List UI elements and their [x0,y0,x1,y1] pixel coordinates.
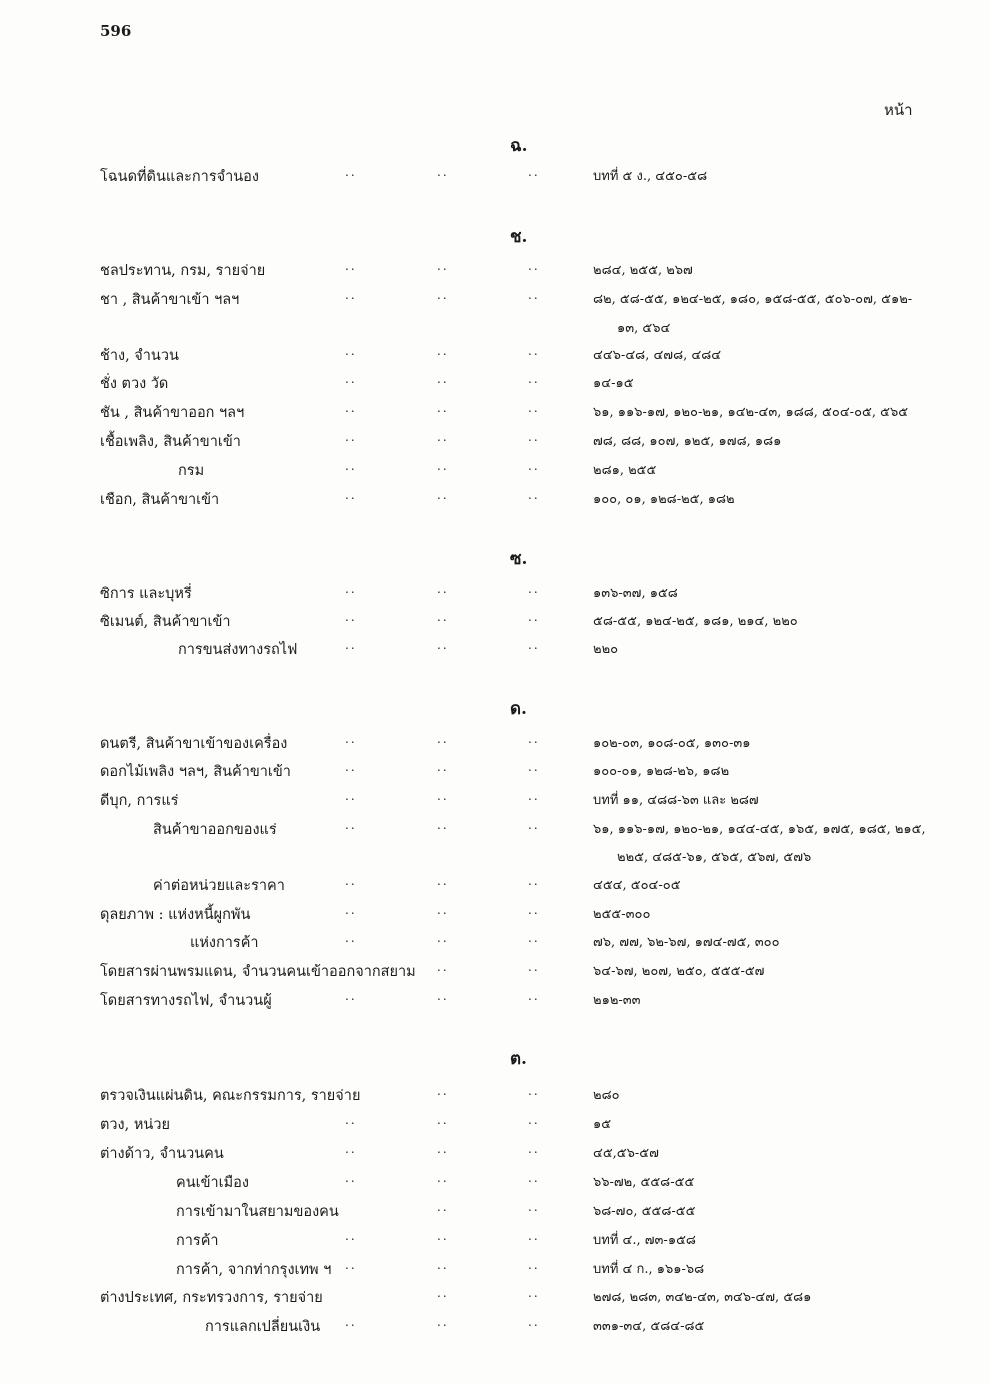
entry-pages: ๑๐๒-๐๓, ๑๐๘-๐๕, ๑๓๐-๓๑ [593,736,751,751]
index-entry [0,259,990,287]
index-entry [0,344,990,372]
entry-term: การเข้ามาในสยามของคน [176,1204,339,1220]
dot-leader: .. [437,401,449,415]
entry-term: ตวง, หน่วย [100,1117,170,1133]
index-entry [0,989,990,1017]
dot-leader: .. [528,459,540,473]
entry-pages: ๗๘, ๘๘, ๑๐๗, ๑๒๕, ๑๗๘, ๑๘๑ [593,434,782,449]
entry-pages: ๑๐๐-๐๑, ๑๒๘-๒๖, ๑๘๒ [593,764,730,779]
index-entry [0,789,990,817]
dot-leader: .. [437,1113,449,1127]
entry-term: ช้าง, จำนวน [100,348,179,364]
dot-leader: .. [437,1286,449,1300]
entry-pages: ๗๖, ๗๗, ๖๒-๖๗, ๑๗๔-๗๕, ๓๐๐ [593,935,780,950]
entry-term: ค่าต่อหน่วยและราคา [153,878,285,894]
index-entry [0,610,990,638]
dot-leader: .. [345,165,357,179]
entry-term: ซิเมนต์, สินค้าขาเข้า [100,614,231,630]
dot-leader: .. [437,1084,449,1098]
entry-pages: ๒๗๘, ๒๘๓, ๓๔๒-๔๓, ๓๔๖-๔๗, ๕๘๑ [593,1290,812,1305]
dot-leader: .. [437,1171,449,1185]
index-entry [0,1229,990,1257]
dot-leader: .. [437,259,449,273]
entry-term: ชลประทาน, กรม, รายจ่าย [100,263,266,279]
dot-leader: .. [345,989,357,1003]
dot-leader: .. [345,732,357,746]
entry-pages: ๖๔-๖๗, ๒๐๗, ๒๕๐, ๕๕๕-๕๗ [593,964,765,979]
entry-term: การค้า, จากท่ากรุงเทพ ฯ [176,1262,332,1278]
dot-leader: .. [345,610,357,624]
dot-leader: .. [437,903,449,917]
dot-leader: .. [345,818,357,832]
entry-term: โดยสารทางรถไฟ, จำนวนผู้ [100,993,272,1009]
index-entry [0,874,990,902]
dot-leader: .. [345,259,357,273]
dot-leader: .. [437,288,449,302]
dot-leader: .. [528,818,540,832]
index-entry [0,1258,990,1286]
dot-leader: .. [437,732,449,746]
dot-leader: .. [528,874,540,888]
dot-leader: .. [528,259,540,273]
entry-pages: ๒๘๐ [593,1088,620,1103]
index-entry-continuation [0,317,990,345]
dot-leader: .. [528,165,540,179]
entry-pages: ๒๘๑, ๒๕๕ [593,463,657,478]
dot-leader: .. [345,874,357,888]
entry-pages: ๒๑๒-๓๓ [593,993,641,1008]
dot-leader: .. [345,903,357,917]
entry-pages: ๒๕๕-๓๐๐ [593,907,651,922]
index-entry [0,1171,990,1199]
dot-leader: .. [345,638,357,652]
index-entry [0,818,990,846]
dot-leader: .. [528,401,540,415]
dot-leader: .. [528,960,540,974]
dot-leader: .. [345,372,357,386]
page-number: 596 [100,22,132,40]
dot-leader: .. [528,1084,540,1098]
entry-term: เชือก, สินค้าขาเข้า [100,492,220,508]
dot-leader: .. [437,874,449,888]
index-entry [0,372,990,400]
index-entry [0,732,990,760]
index-entry [0,1142,990,1170]
entry-pages: ๔๔๖-๔๘, ๔๗๘, ๔๘๔ [593,348,722,363]
dot-leader: .. [345,344,357,358]
section-letter: ต. [510,1049,527,1069]
entry-term: ชัน , สินค้าขาออก ฯลฯ [100,405,245,421]
entry-term: ดอกไม้เพลิง ฯลฯ, สินค้าขาเข้า [100,764,291,780]
dot-leader: .. [437,818,449,832]
entry-pages: ๑๐๐, ๐๑, ๑๒๘-๒๕, ๑๘๒ [593,492,735,507]
dot-leader: .. [437,1142,449,1156]
entry-term: ดนตรี, สินค้าขาเข้าของเครื่อง [100,736,288,752]
entry-pages-continued: ๒๒๕, ๔๘๕-๖๑, ๕๖๕, ๕๖๗, ๕๗๖ [617,850,812,865]
entry-pages: ๑๕ [593,1117,612,1132]
index-entry [0,931,990,959]
dot-leader: .. [437,789,449,803]
dot-leader: .. [528,760,540,774]
index-entry [0,903,990,931]
entry-pages: ๔๕,๕๖-๕๗ [593,1146,659,1161]
dot-leader: .. [345,789,357,803]
dot-leader: .. [437,459,449,473]
entry-term: ชา , สินค้าขาเข้า ฯลฯ [100,292,240,308]
entry-term: ดีบุก, การแร่ [100,793,179,809]
entry-term: เชื้อเพลิง, สินค้าขาเข้า [100,434,241,450]
dot-leader: .. [437,1315,449,1329]
entry-term: กรม [178,463,205,479]
dot-leader: .. [528,288,540,302]
dot-leader: .. [345,582,357,596]
entry-term: ชั่ง ตวง วัด [100,376,169,392]
dot-leader: .. [437,1229,449,1243]
entry-pages: ๔๕๔, ๕๐๔-๐๕ [593,878,681,893]
dot-leader: .. [345,760,357,774]
entry-term: คนเข้าเมือง [176,1175,249,1191]
index-entry [0,459,990,487]
dot-leader: .. [437,931,449,945]
entry-pages: บทที่ ๑๑, ๔๘๘-๖๓ และ ๒๘๗ [593,793,759,808]
dot-leader: .. [345,488,357,502]
index-entry [0,1286,990,1314]
dot-leader: .. [528,372,540,386]
dot-leader: .. [528,488,540,502]
dot-leader: .. [528,1229,540,1243]
index-entry [0,288,990,316]
dot-leader: .. [437,430,449,444]
dot-leader: .. [528,1171,540,1185]
entry-pages: บทที่ ๕ ง., ๔๕๐-๕๘ [593,169,708,184]
dot-leader: .. [528,344,540,358]
entry-pages: ๖๑, ๑๑๖-๑๗, ๑๒๐-๒๑, ๑๔๒-๔๓, ๑๘๘, ๕๐๔-๐๕, ๕๖๕ [593,405,909,420]
entry-pages: บทที่ ๔ ก., ๑๖๑-๖๘ [593,1262,705,1277]
dot-leader: .. [528,931,540,945]
page-column-heading: หน้า [884,101,913,119]
dot-leader: .. [345,430,357,444]
dot-leader: .. [345,1113,357,1127]
dot-leader: .. [437,989,449,1003]
index-entry [0,582,990,610]
entry-term: ต่างด้าว, จำนวนคน [100,1146,224,1162]
dot-leader: .. [528,1113,540,1127]
dot-leader: .. [345,401,357,415]
entry-pages: ๑๔-๑๕ [593,376,634,391]
dot-leader: .. [437,760,449,774]
dot-leader: .. [345,1315,357,1329]
entry-pages: ๓๓๑-๓๔, ๕๘๔-๘๕ [593,1319,705,1334]
dot-leader: .. [345,931,357,945]
section-letter: ฉ. [510,136,528,156]
dot-leader: .. [528,1142,540,1156]
entry-term: ต่างประเทศ, กระทรวงการ, รายจ่าย [100,1290,323,1306]
dot-leader: .. [437,1258,449,1272]
dot-leader: .. [345,1142,357,1156]
entry-term: สินค้าขาออกของแร่ [153,822,277,838]
dot-leader: .. [345,1258,357,1272]
index-entry [0,1200,990,1228]
section-letter: ซ. [510,549,528,569]
dot-leader: .. [437,1200,449,1214]
entry-pages: ๕๘-๕๕, ๑๒๔-๒๕, ๑๘๑, ๒๑๔, ๒๒๐ [593,614,798,629]
dot-leader: .. [528,638,540,652]
entry-pages: ๒๒๐ [593,642,619,657]
entry-pages-continued: ๑๓, ๕๖๔ [617,321,671,336]
dot-leader: .. [437,610,449,624]
entry-term: การค้า [176,1233,219,1249]
dot-leader: .. [528,989,540,1003]
entry-pages: ๘๒, ๕๘-๕๕, ๑๒๔-๒๕, ๑๘๐, ๑๕๘-๕๕, ๕๐๖-๐๗, ๕๑๒- [593,292,913,307]
entry-pages: ๖๘-๗๐, ๕๕๘-๕๕ [593,1204,696,1219]
index-entry [0,1084,990,1112]
dot-leader: .. [437,582,449,596]
entry-term: การขนส่งทางรถไฟ [178,642,298,658]
dot-leader: .. [437,638,449,652]
dot-leader: .. [528,789,540,803]
dot-leader: .. [528,732,540,746]
entry-term: โฉนดที่ดินและการจำนอง [100,169,259,185]
entry-term: ดุลยภาพ : แห่งหนี้ผูกพัน [100,907,251,923]
dot-leader: .. [437,165,449,179]
dot-leader: .. [528,1200,540,1214]
entry-term: แห่งการค้า [190,935,259,951]
index-entry [0,1113,990,1141]
section-letter: ช. [510,227,528,247]
dot-leader: .. [528,1286,540,1300]
dot-leader: .. [528,610,540,624]
entry-pages: ๑๓๖-๓๗, ๑๕๘ [593,586,678,601]
dot-leader: .. [345,1171,357,1185]
entry-pages: ๒๘๔, ๒๕๕, ๒๖๗ [593,263,693,278]
section-letter: ด. [510,699,527,719]
entry-pages: ๖๑, ๑๑๖-๑๗, ๑๒๐-๒๑, ๑๔๔-๔๕, ๑๖๕, ๑๗๕, ๑๘๕, ๒๑๕, [593,822,926,837]
index-entry [0,430,990,458]
entry-term: โดยสารผ่านพรมแดน, จำนวนคนเข้าออกจากสยาม [100,964,416,980]
dot-leader: .. [345,288,357,302]
index-entry [0,638,990,666]
index-entry [0,488,990,516]
dot-leader: .. [437,488,449,502]
entry-pages: บทที่ ๔., ๗๓-๑๕๘ [593,1233,696,1248]
dot-leader: .. [345,459,357,473]
dot-leader: .. [528,430,540,444]
index-entry [0,760,990,788]
dot-leader: .. [437,372,449,386]
dot-leader: .. [528,582,540,596]
dot-leader: .. [528,1258,540,1272]
dot-leader: .. [437,344,449,358]
entry-term: ซิการ และบุหรี่ [100,586,192,602]
index-entry-continuation [0,846,990,874]
entry-term: ตรวจเงินแผ่นดิน, คณะกรรมการ, รายจ่าย [100,1088,361,1104]
dot-leader: .. [437,960,449,974]
index-entry [0,960,990,988]
dot-leader: .. [528,903,540,917]
index-entry [0,401,990,429]
dot-leader: .. [345,1229,357,1243]
entry-term: การแลกเปลี่ยนเงิน [205,1319,321,1335]
dot-leader: .. [528,1315,540,1329]
index-entry [0,165,990,193]
entry-pages: ๖๖-๗๒, ๕๕๘-๕๕ [593,1175,695,1190]
index-entry [0,1315,990,1343]
